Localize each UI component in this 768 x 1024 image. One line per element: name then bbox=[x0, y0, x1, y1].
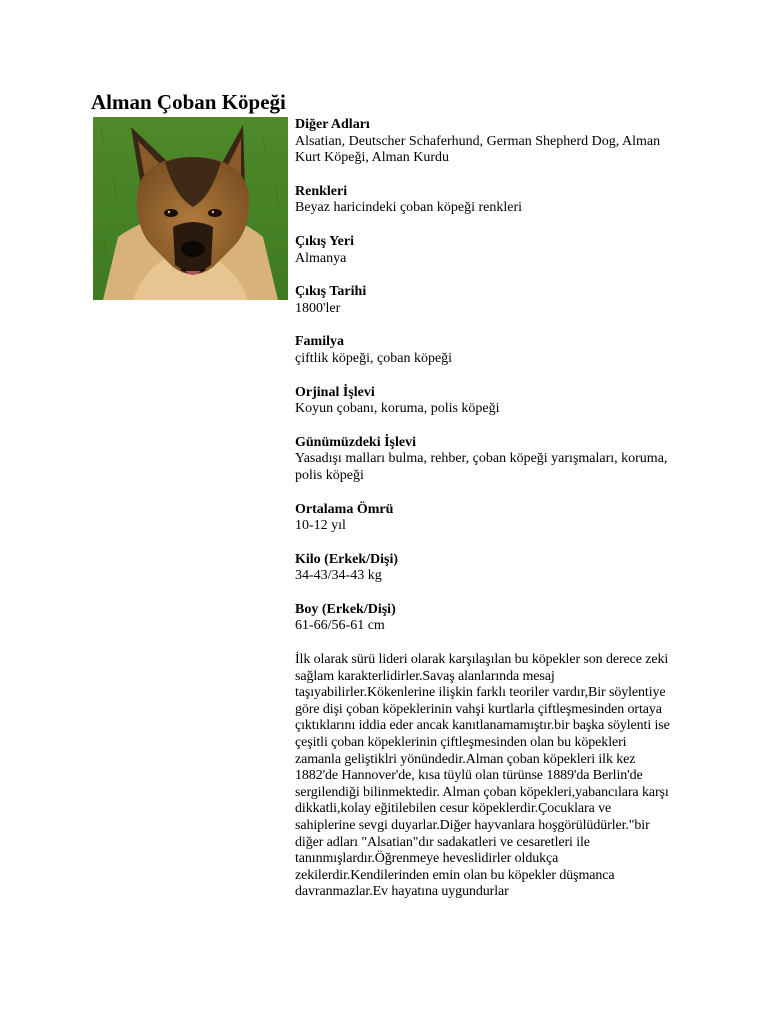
field-label: Boy (Erkek/Dişi) bbox=[295, 601, 396, 617]
field-value: 1800'ler bbox=[295, 300, 341, 316]
field-label: Kilo (Erkek/Dişi) bbox=[295, 551, 399, 567]
field-colors bbox=[295, 184, 670, 217]
field-value: 34-43/34-43 kg bbox=[295, 568, 382, 584]
page-title: Alman Çoban Köpeği bbox=[91, 90, 286, 114]
field-label: Ortalama Ömrü bbox=[295, 501, 394, 517]
field-family bbox=[295, 334, 670, 367]
field-label: Renkleri bbox=[295, 183, 348, 199]
field-value: Alsatian, Deutscher Schaferhund, German Shepherd Dog, Alman Kurt Köpeği, Alman Kurdu bbox=[295, 133, 661, 166]
field-value: Almanya bbox=[295, 250, 347, 266]
german-shepherd-illustration bbox=[93, 117, 288, 300]
field-value: 10-12 yıl bbox=[295, 518, 346, 534]
breed-info bbox=[295, 117, 670, 901]
field-label: Orjinal İşlevi bbox=[295, 384, 375, 400]
field-height bbox=[295, 602, 670, 635]
field-value: çiftlik köpeği, çoban köpeği bbox=[295, 350, 453, 366]
field-value: Beyaz haricindeki çoban köpeği renkleri bbox=[295, 200, 523, 216]
field-label: Çıkış Tarihi bbox=[295, 284, 367, 300]
field-origin-date bbox=[295, 284, 670, 317]
dog-photo bbox=[93, 117, 288, 300]
field-current-function bbox=[295, 435, 670, 485]
description-paragraph: İlk olarak sürü lideri olarak karşılaşılan bu köpekler son derece zeki sağlam karakterlidirler.Savaş alanlarında mesaj taşıyabilirler.Kökenlerine ilişkin farklı teoriler vardır,Bir söylentiye göre dişi çoban köpeklerinin vahşi kurtlarla çiftleşmesinden ortaya çıktıklarını iddia eder ancak kanıtlanamamıştır.bir başka söylenti ise çeşitli çoban köpeklerinin çiftleşmesinden olan bu köpekleri zamanla geliştiklri yönündedir.Alman çoban köpekleri ilk kez 1882'de Hannover'de, kısa tüylü olan türünse 1889'da Berlin'de sergilendiği bilinmektedir. Alman çoban köpekleri,yabancılara karşı dikkatli,kolay eğitilebilen cesur köpeklerdir.Çocuklara ve sahiplerine sevgi duyarlar.Diğer hayvanlara hoşgörülüdürler."bir diğer adları "Alsatian"dır sadakatleri ve cesaretleri ile tanınmışlardır.Öğrenmeye heveslidirler oldukça zekilerdir.Kendilerinden emin olan bu köpekler düşmanca davranmazlar.Ev hayatına uygundurlar bbox=[295, 652, 670, 900]
field-origin bbox=[295, 234, 670, 267]
field-label: Diğer Adları bbox=[295, 117, 370, 132]
field-label: Familya bbox=[295, 334, 344, 350]
field-value: 61-66/56-61 cm bbox=[295, 618, 385, 634]
field-value: Yasadışı malları bulma, rehber, çoban köpeği yarışmaları, koruma, polis köpeği bbox=[295, 451, 668, 483]
field-label: Günümüzdeki İşlevi bbox=[295, 434, 416, 450]
field-label: Çıkış Yeri bbox=[295, 233, 354, 249]
field-weight bbox=[295, 552, 670, 585]
field-value: Koyun çobanı, koruma, polis köpeği bbox=[295, 401, 500, 417]
field-lifespan bbox=[295, 502, 670, 535]
field-original-function bbox=[295, 385, 670, 418]
field-other-names bbox=[295, 117, 670, 167]
